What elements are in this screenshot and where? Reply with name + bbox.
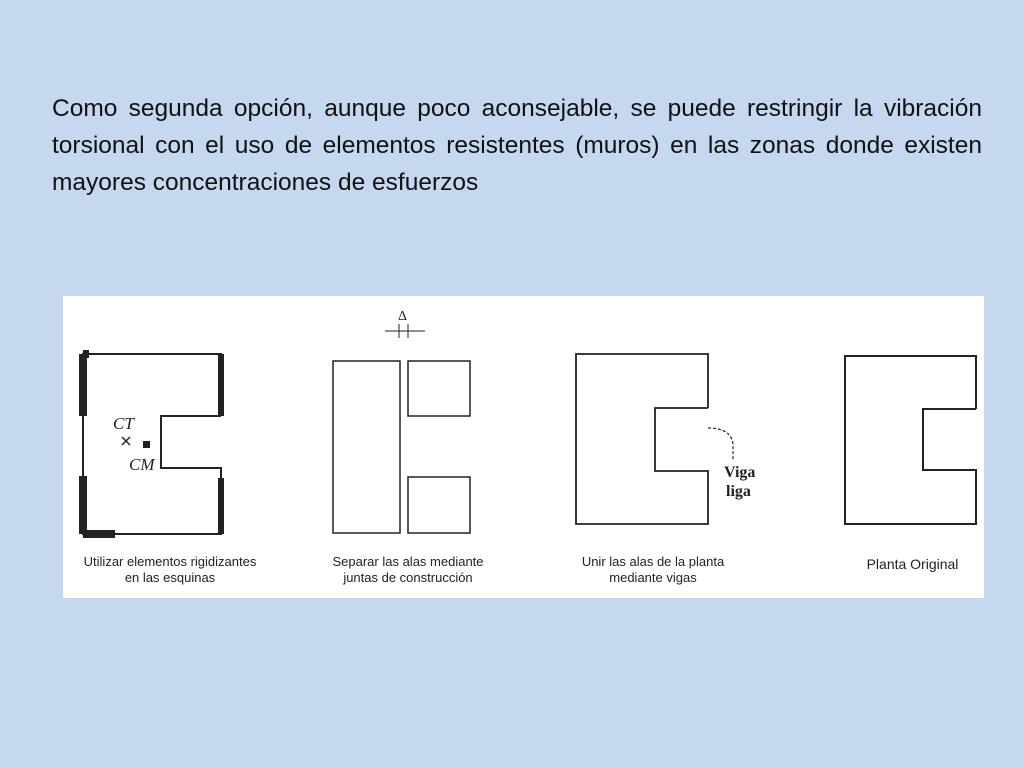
plan-original (845, 356, 976, 524)
ct-label: CT (113, 414, 134, 433)
plan3-outline (576, 354, 708, 524)
plan-separated (333, 324, 470, 533)
caption-panel2 (313, 554, 503, 586)
plan-diagrams (63, 296, 984, 598)
caption-panel3-line1: Unir las alas de la planta (581, 554, 725, 569)
delta-label: Δ (398, 309, 408, 324)
cm-mark (143, 441, 150, 448)
plan-joined-beams (576, 354, 733, 524)
plan-stiffened-corners (83, 354, 221, 534)
plan2-main-block (333, 361, 400, 533)
caption-panel2-line2: juntas de construcción (343, 570, 473, 585)
cm-label: CM (129, 455, 155, 474)
caption-panel4: Planta Original (866, 556, 959, 572)
figure-panel (63, 296, 984, 598)
liga-label: liga (726, 483, 751, 500)
caption-panel2-line1: Separar las alas mediante (332, 554, 484, 569)
caption-panel1-line2: en las esquinas (124, 570, 216, 585)
caption-panel3 (563, 554, 743, 586)
viga-label: Viga (724, 464, 756, 481)
plan1-outline (83, 354, 221, 534)
caption-panel1-line1: Utilizar elementos rigidizantes (83, 554, 257, 569)
caption-panel1 (65, 554, 275, 586)
slide-paragraph: Como segunda opción, aunque poco aconsejable, se puede restringir la vibración torsional con el uso de elementos resistentes (muros) en las zonas donde existen mayores concentraciones de esfuerzos (52, 95, 982, 196)
plan2-bottom-wing (408, 477, 470, 533)
beam-connector (708, 428, 733, 461)
plan2-top-wing (408, 361, 470, 416)
caption-panel3-line2: mediante vigas (609, 570, 697, 585)
plan4-outline (845, 356, 976, 524)
